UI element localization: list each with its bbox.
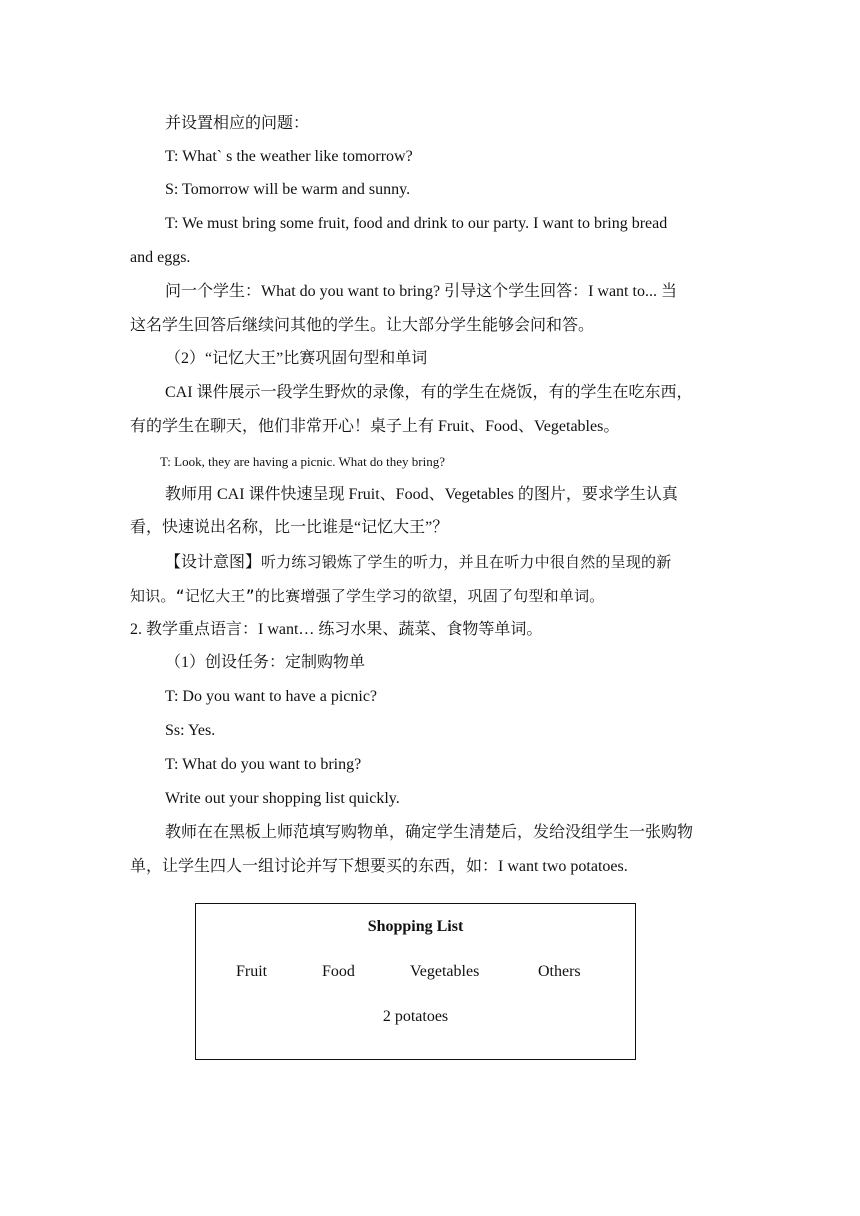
dialogue-line: Ss: Yes. xyxy=(165,722,216,739)
dialogue-line: T: Look, they are having a picnic. What do they bring? xyxy=(160,454,446,469)
shopping-list-example-item: 2 potatoes xyxy=(382,1008,449,1025)
column-others: Others xyxy=(538,963,581,980)
paragraph-line: 问一个学生：What do you want to bring? 引导这个学生回答：I want to... 当 xyxy=(165,283,677,300)
shopping-list-title: Shopping List xyxy=(367,918,464,935)
dialogue-line: T: What do you want to bring? xyxy=(165,756,362,773)
paragraph-line: 看，快速说出名称，比一比谁是“记忆大王”？ xyxy=(130,519,449,536)
column-food: Food xyxy=(322,963,355,980)
section-heading: 2. 教学重点语言：I want… 练习水果、蔬菜、食物等单词。 xyxy=(130,621,543,638)
section-heading: （2）“记忆大王”比赛巩固句型和单词 xyxy=(165,350,428,367)
dialogue-line-continued: and eggs. xyxy=(130,249,191,266)
dialogue-line: S: Tomorrow will be warm and sunny. xyxy=(165,181,411,198)
design-intent-line xyxy=(165,552,671,573)
column-fruit: Fruit xyxy=(236,963,268,980)
shopping-list-box xyxy=(195,903,636,1060)
design-intent-tag: 【设计意图】 xyxy=(165,552,262,571)
column-vegetables: Vegetables xyxy=(410,963,480,980)
paragraph-line: 教师用 CAI 课件快速呈现 Fruit、Food、Vegetables 的图片，要求学生认真 xyxy=(165,486,678,503)
paragraph-line: 单，让学生四人一组讨论并写下想要买的东西，如：I want two potatoes. xyxy=(130,858,628,875)
dialogue-line: T: What` s the weather like tomorrow? xyxy=(165,148,413,165)
dialogue-line: Write out your shopping list quickly. xyxy=(165,790,400,807)
section-heading: （1）创设任务：定制购物单 xyxy=(165,654,366,671)
paragraph-line: 这名学生回答后继续问其他的学生。让大部分学生能够会问和答。 xyxy=(130,317,595,334)
dialogue-line: T: Do you want to have a picnic? xyxy=(165,688,378,705)
dialogue-line: T: We must bring some fruit, food and drink to our party. I want to bring bread xyxy=(165,215,668,232)
paragraph-line: 有的学生在聊天，他们非常开心！桌子上有 Fruit、Food、Vegetables。 xyxy=(130,418,620,435)
design-intent-line: 知识。“记忆大王”的比赛增强了学生学习的欲望，巩固了句型和单词。 xyxy=(130,587,605,605)
paragraph-line: CAI 课件展示一段学生野炊的录像，有的学生在烧饭，有的学生在吃东西， xyxy=(165,384,693,401)
paragraph-line: 并设置相应的问题： xyxy=(165,115,310,132)
design-intent-text: 听力练习锻炼了学生的听力，并且在听力中很自然的呈现的新 xyxy=(261,553,672,571)
paragraph-line: 教师在在黑板上师范填写购物单，确定学生清楚后，发给没组学生一张购物 xyxy=(165,824,694,841)
